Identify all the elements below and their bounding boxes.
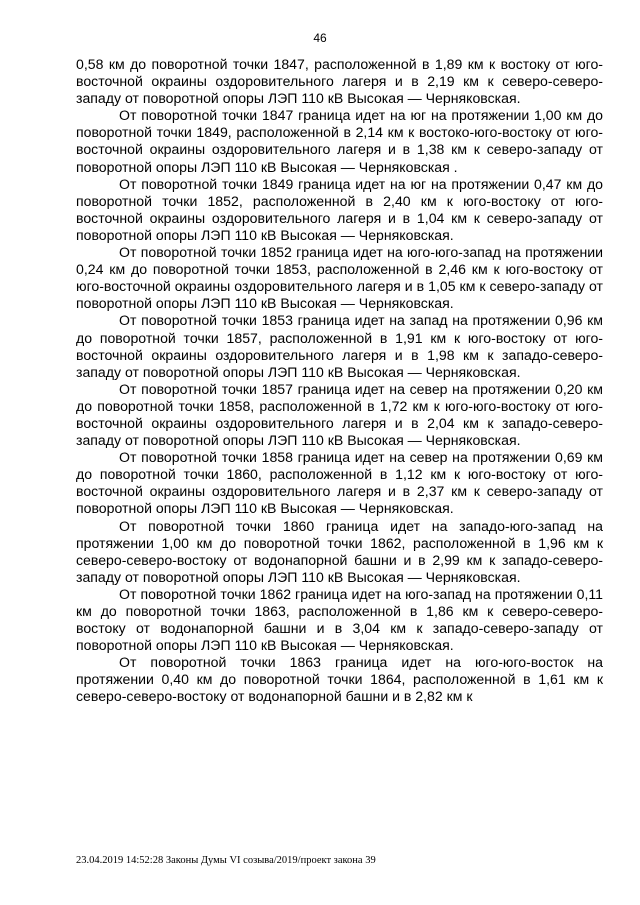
document-footer: 23.04.2019 14:52:28 Законы Думы VI созыва/2019/проект закона 39 (76, 855, 376, 866)
paragraph: От поворотной точки 1847 граница идет на юг на протяжении 1,00 км до поворотной точки 1849, расположенной в 2,14 км к востоко-юго-востоку от юго-восточной окраины оздоровительного лагеря и в 1,38 км к северо-западу от поворотной опоры ЛЭП 110 кВ Высокая — Черняковская . (76, 107, 603, 175)
body-text (76, 56, 603, 706)
paragraph: От поворотной точки 1862 граница идет на юго-запад на протяжении 0,11 км до поворотной точки 1863, расположенной в 1,86 км к северо-северо-востоку от водонапорной башни и в 3,04 км к западо-северо-западу от поворотной опоры ЛЭП 110 кВ Высокая — Черняковская. (76, 585, 603, 654)
paragraph: 0,58 км до поворотной точки 1847, расположенной в 1,89 км к востоку от юго-восточной окраины оздоровительного лагеря и в 2,19 км к северо-северо-западу от поворотной опоры ЛЭП 110 кВ Высокая — Черняковская. (76, 56, 603, 107)
page-number: 46 (313, 31, 327, 45)
paragraph: От поворотной точки 1863 граница идет на юго-юго-восток на протяжении 0,40 км до поворотной точки 1864, расположенной в 1,61 км к северо-северо-востоку от водонапорной башни и в 2,82 км к (76, 654, 603, 705)
paragraph: От поворотной точки 1849 граница идет на юг на протяжении 0,47 км до поворотной точки 1852, расположенной в 2,40 км к юго-востоку от юго-восточной окраины оздоровительного лагеря и в 1,04 км к северо-западу от поворотной опоры ЛЭП 110 кВ Высокая — Черняковская. (76, 175, 603, 243)
paragraph: От поворотной точки 1860 граница идет на западо-юго-запад на протяжении 1,00 км до поворотной точки 1862, расположенной в 1,96 км к северо-северо-востоку от водонапорной башни и в 2,99 км к западо-северо-западу от поворотной опоры ЛЭП 110 кВ Высокая — Черняковская. (76, 517, 603, 585)
paragraph: От поворотной точки 1857 граница идет на север на протяжении 0,20 км до поворотной точки 1858, расположенной в 1,72 км к юго-юго-востоку от юго-восточной окраины оздоровительного лагеря и в 2,04 км к западо-северо-западу от поворотной опоры ЛЭП 110 кВ Высокая — Черняковская. (76, 380, 603, 449)
paragraph: От поворотной точки 1858 граница идет на север на протяжении 0,69 км до поворотной точки 1860, расположенной в 1,12 км к юго-востоку от юго-восточной окраины оздоровительного лагеря и в 2,37 км к северо-западу от поворотной опоры ЛЭП 110 кВ Высокая — Черняковская. (76, 449, 603, 517)
paragraph: От поворотной точки 1853 граница идет на запад на протяжении 0,96 км до поворотной точки 1857, расположенной в 1,91 км к юго-востоку от юго-восточной окраины оздоровительного лагеря и в 1,98 км к западо-северо-западу от поворотной опоры ЛЭП 110 кВ Высокая — Черняковская. (76, 312, 603, 380)
paragraph: От поворотной точки 1852 граница идет на юго-юго-запад на протяжении 0,24 км до поворотной точки 1853, расположенной в 2,46 км к юго-востоку от юго-восточной окраины оздоровительного лагеря и в 1,05 км к северо-западу от поворотной опоры ЛЭП 110 кВ Высокая — Черняковская. (76, 244, 603, 312)
